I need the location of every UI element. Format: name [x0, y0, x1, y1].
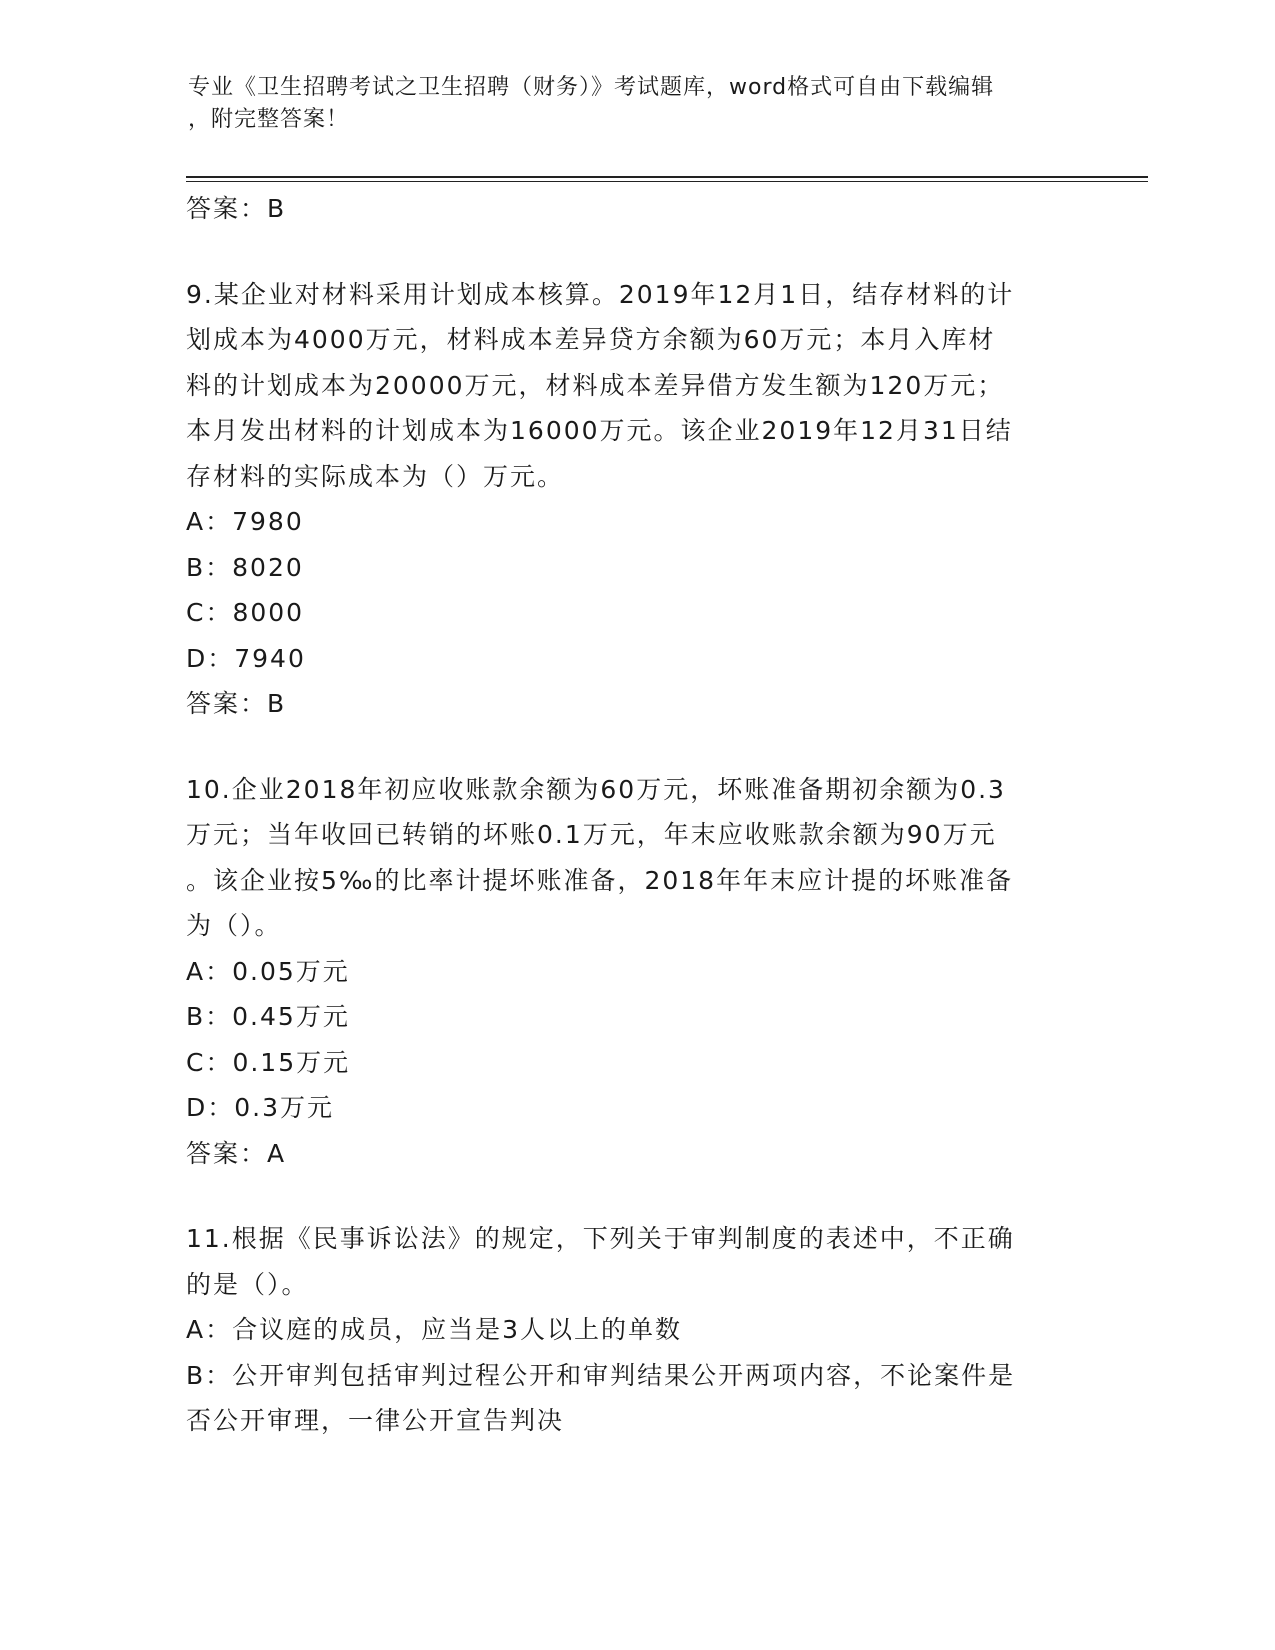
document-body [186, 186, 1066, 1444]
spacer [186, 727, 1066, 767]
spacer [186, 1176, 1066, 1216]
question-text-line: 料的计划成本为20000万元，材料成本差异借方发生额为120万元； [186, 370, 1005, 400]
spacer [186, 232, 1066, 272]
question-text-line: 为（）。 [186, 911, 282, 940]
question-text-line: 万元；当年收回已转销的坏账0.1万元，年末应收账款余额为90万元 [186, 820, 997, 849]
option-b: B：8020 [186, 552, 304, 582]
page-header [188, 72, 1068, 136]
question-text-line: 的是（）。 [186, 1269, 309, 1299]
option-a: A：7980 [186, 507, 304, 536]
question-11 [186, 1216, 1066, 1444]
question-text-line: 11.根据《民事诉讼法》的规定，下列关于审判制度的表述中，不正确 [186, 1224, 1015, 1253]
answer-prev: 答案：B [186, 194, 287, 223]
option-d: D：7940 [186, 643, 306, 673]
question-10 [186, 767, 1066, 1177]
question-text-line: 存材料的实际成本为（）万元。 [186, 461, 565, 491]
option-a: A：0.05万元 [186, 956, 350, 986]
header-divider-thin [186, 181, 1148, 182]
answer-10: 答案：A [186, 1138, 287, 1168]
header-line-1: 专业《卫生招聘考试之卫生招聘（财务）》考试题库，word格式可自由下载编辑 [188, 75, 995, 100]
question-text-line: 本月发出材料的计划成本为16000万元。该企业2019年12月31日结 [186, 416, 1013, 445]
option-d: D：0.3万元 [186, 1093, 335, 1122]
option-b-continued: 否公开审理，一律公开宣告判决 [186, 1406, 565, 1435]
option-c: C：0.15万元 [186, 1047, 351, 1077]
header-divider-thick [186, 176, 1148, 178]
option-c: C：8000 [186, 598, 305, 627]
option-b: B：公开审判包括审判过程公开和审判结果公开两项内容，不论案件是 [186, 1360, 1016, 1390]
question-text-line: 。该企业按5‰的比率计提坏账准备，2018年年末应计提的坏账准备 [186, 865, 1014, 895]
question-text-line: 9.某企业对材料采用计划成本核算。2019年12月1日，结存材料的计 [186, 279, 1015, 309]
question-9 [186, 272, 1066, 727]
option-a: A：合议庭的成员，应当是3人以上的单数 [186, 1315, 683, 1344]
header-line-2: ，附完整答案！ [188, 107, 350, 132]
question-text-line: 10.企业2018年初应收账款余额为60万元，坏账准备期初余额为0.3 [186, 774, 1006, 804]
question-text-line: 划成本为4000万元，材料成本差异贷方余额为60万元；本月入库材 [186, 325, 996, 354]
answer-9: 答案：B [186, 689, 287, 718]
option-b: B：0.45万元 [186, 1002, 350, 1031]
